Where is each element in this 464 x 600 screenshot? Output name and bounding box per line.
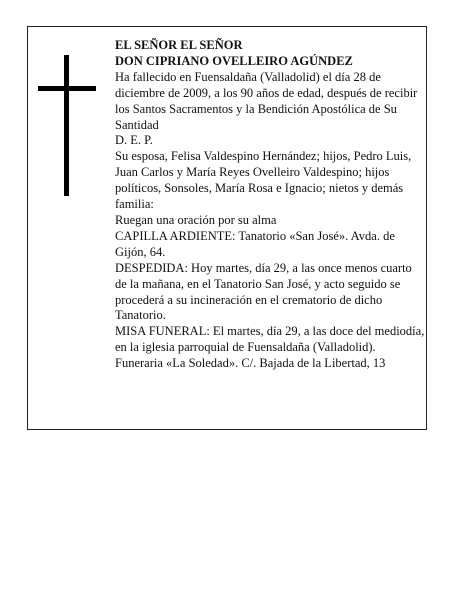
family: Su esposa, Felisa Valdespino Hernández; hijos, Pedro Luis, Juan Carlos y María Reyes Ovelleiro Valdespino; hijos políticos, Sonsoles, María Rosa e Ignacio; nietos y demás familia: xyxy=(115,149,412,212)
prayer: Ruegan una oración por su alma xyxy=(115,212,277,227)
farewell: DESPEDIDA: Hoy martes, día 29, a las once menos cuarto de la mañana, en el Tanatorio San José, y acto seguido se procederá a su incineración en el crematorio de dicho Tanatorio. xyxy=(115,260,412,323)
chapel: CAPILLA ARDIENTE: Tanatorio «San José». Avda. de Gijón, 64. xyxy=(115,228,395,259)
deceased-name: DON CIPRIANO OVELLEIRO AGÚNDEZ xyxy=(115,53,353,68)
obituary-text xyxy=(115,38,425,372)
funeral-home: Funeraria «La Soledad». C/. Bajada de la Libertad, 13 xyxy=(115,356,386,371)
mass: MISA FUNERAL: El martes, día 29, a las doce del mediodía, en la iglesia parroquial de Fuensaldaña (Valladolid). xyxy=(115,324,425,355)
cross-icon-bar xyxy=(38,86,96,91)
cross-icon xyxy=(64,55,69,196)
announcement: Ha fallecido en Fuensaldaña (Valladolid) el día 28 de diciembre de 2009, a los 90 años de edad, después de recibir los Santos Sacramentos y la Bendición Apostólica de Su Santidad xyxy=(115,69,418,132)
dep: D. E. P. xyxy=(115,133,153,148)
notice-heading: EL SEÑOR EL SEÑOR xyxy=(115,38,243,52)
